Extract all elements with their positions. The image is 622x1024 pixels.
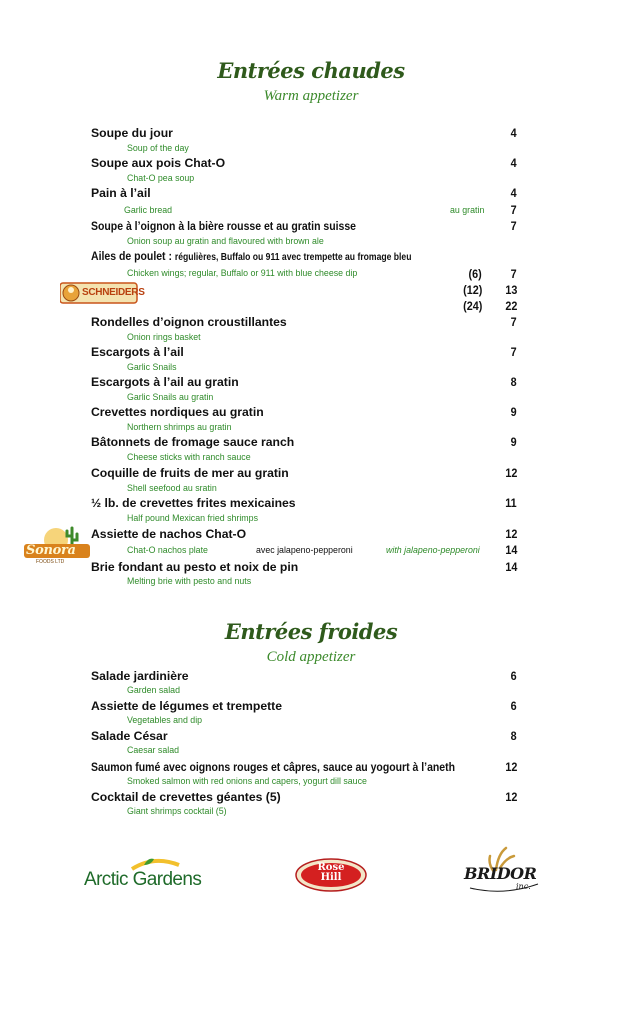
menu-item-english: Onion rings basket xyxy=(127,332,201,343)
arctic-gardens-logo-text: Arctic Gardens xyxy=(84,869,202,890)
menu-item-english: Garlic Snails xyxy=(127,362,177,373)
size-qty: (6) xyxy=(468,267,482,281)
menu-item-price: 6 xyxy=(510,699,517,713)
menu-item-name: Rondelles d’oignon croustillantes xyxy=(91,315,287,329)
menu-item-english: Garden salad xyxy=(127,685,181,696)
menu-item-english: Smoked salmon with red onions and capers, yogurt dill sauce xyxy=(127,776,367,787)
menu-item-price: 7 xyxy=(510,219,517,233)
menu-item-english: Caesar salad xyxy=(127,745,180,756)
rose-hill-logo-text-line1: Rose xyxy=(317,862,345,873)
menu-item-price: 9 xyxy=(510,405,517,419)
menu-item-name: Bâtonnets de fromage sauce ranch xyxy=(91,435,295,449)
menu-item-name: Soupe du jour xyxy=(91,126,173,140)
menu-item-price: 4 xyxy=(510,156,517,170)
menu-item-name: Brie fondant au pesto et noix de pin xyxy=(91,560,299,574)
size-price: 7 xyxy=(510,267,517,281)
menu-item-price: 4 xyxy=(510,126,517,140)
menu-item-price: 12 xyxy=(504,790,517,804)
size-qty: (24) xyxy=(462,299,482,313)
size-price: 13 xyxy=(504,283,517,297)
arctic-gardens-logo xyxy=(84,855,224,895)
bridor-logo-subtext: inc. xyxy=(516,882,531,891)
menu-item-english: Giant shrimps cocktail (5) xyxy=(127,806,227,817)
menu-item-english: Northern shrimps au gratin xyxy=(127,422,232,433)
sonora-logo-text: Sonora xyxy=(26,543,76,558)
menu-item-name: Escargots à l’ail xyxy=(91,345,184,359)
rose-hill-logo xyxy=(295,858,367,892)
section-subtitle-hot: Warm appetizer xyxy=(263,88,359,104)
menu-item-name: Assiette de légumes et trempette xyxy=(91,699,283,713)
menu-item-name-detail: régulières, Buffalo ou 911 avec trempette au fromage bleu xyxy=(174,252,412,263)
menu-item-price: 12 xyxy=(504,760,517,774)
menu-item-name: Saumon fumé avec oignons rouges et câpres, sauce au yogourt à l’aneth xyxy=(91,760,456,774)
menu-item-english: Garlic Snails au gratin xyxy=(127,392,214,403)
menu-item-english: Chat-O pea soup xyxy=(127,173,195,184)
section-title-cold: Entrées froides xyxy=(224,619,398,644)
section-title-hot: Entrées chaudes xyxy=(217,58,405,83)
menu-item-variant-price: 7 xyxy=(510,203,517,217)
menu-item-name: Escargots à l’ail au gratin xyxy=(91,375,239,389)
menu-item-price: 14 xyxy=(504,560,517,574)
sonora-logo-subtext: FOODS LTD xyxy=(36,559,65,565)
menu-item-name-main: Ailes de poulet : xyxy=(91,249,172,263)
menu-item-english: Chicken wings; regular, Buffalo or 911 with blue cheese dip xyxy=(127,268,358,279)
menu-item-english: Chat-O nachos plate xyxy=(127,545,208,556)
menu-item-variant-en: with jalapeno-pepperoni xyxy=(386,545,480,556)
size-qty: (12) xyxy=(462,283,482,297)
size-price: 22 xyxy=(504,299,517,313)
menu-item-variant-fr: avec jalapeno-pepperoni xyxy=(256,545,353,556)
menu-item-name: Soupe aux pois Chat-O xyxy=(91,156,226,170)
schneiders-logo-text: SCHNEIDERS xyxy=(82,287,145,298)
menu-item-english: Half pound Mexican fried shrimps xyxy=(127,513,258,524)
rose-hill-logo-text-line2: Hill xyxy=(320,872,342,883)
menu-item-name: Salade César xyxy=(91,729,168,743)
menu-item-name: Pain à l’ail xyxy=(91,186,151,200)
menu-item-price: 12 xyxy=(504,466,517,480)
menu-item-name xyxy=(91,249,411,263)
menu-item-name: Crevettes nordiques au gratin xyxy=(91,405,264,419)
bridor-logo-text: BRIDOR xyxy=(464,864,537,883)
menu-item-english: Onion soup au gratin and flavoured with brown ale xyxy=(127,236,324,247)
section-subtitle-cold: Cold appetizer xyxy=(266,649,356,665)
menu-item-name: Assiette de nachos Chat-O xyxy=(91,527,247,541)
menu-item-english: Vegetables and dip xyxy=(127,715,203,726)
menu-item-name: Cocktail de crevettes géantes (5) xyxy=(91,790,281,804)
menu-item-english: Cheese sticks with ranch sauce xyxy=(127,452,251,463)
menu-item-price: 8 xyxy=(510,729,517,743)
menu-item-name: Soupe à l’oignon à la bière rousse et au gratin suisse xyxy=(91,219,357,233)
menu-item-english: Shell seefood au sratin xyxy=(127,483,217,494)
menu-item-variant-label: au gratin xyxy=(450,205,485,216)
menu-item-name: Salade jardinière xyxy=(91,669,189,683)
menu-item-variant-price: 14 xyxy=(504,543,517,557)
menu-item-price: 6 xyxy=(510,669,517,683)
menu-item-english: Garlic bread xyxy=(124,205,173,216)
menu-item-price: 8 xyxy=(510,375,517,389)
menu-item-english: Melting brie with pesto and nuts xyxy=(127,576,252,587)
menu-item-english: Soup of the day xyxy=(127,143,189,154)
sonora-logo xyxy=(22,524,94,568)
schneiders-logo xyxy=(60,281,145,305)
rose-hill-logo-text xyxy=(295,863,367,883)
bridor-logo xyxy=(460,846,546,896)
menu-item-price: 11 xyxy=(505,496,517,510)
menu-item-price: 9 xyxy=(510,435,517,449)
menu-item-name: Coquille de fruits de mer au gratin xyxy=(91,466,289,480)
menu-item-price: 7 xyxy=(510,315,517,329)
menu-item-price: 12 xyxy=(504,527,517,541)
menu-item-price: 4 xyxy=(510,186,517,200)
menu-item-name: ½ lb. de crevettes frites mexicaines xyxy=(91,496,296,510)
menu-item-price: 7 xyxy=(510,345,517,359)
